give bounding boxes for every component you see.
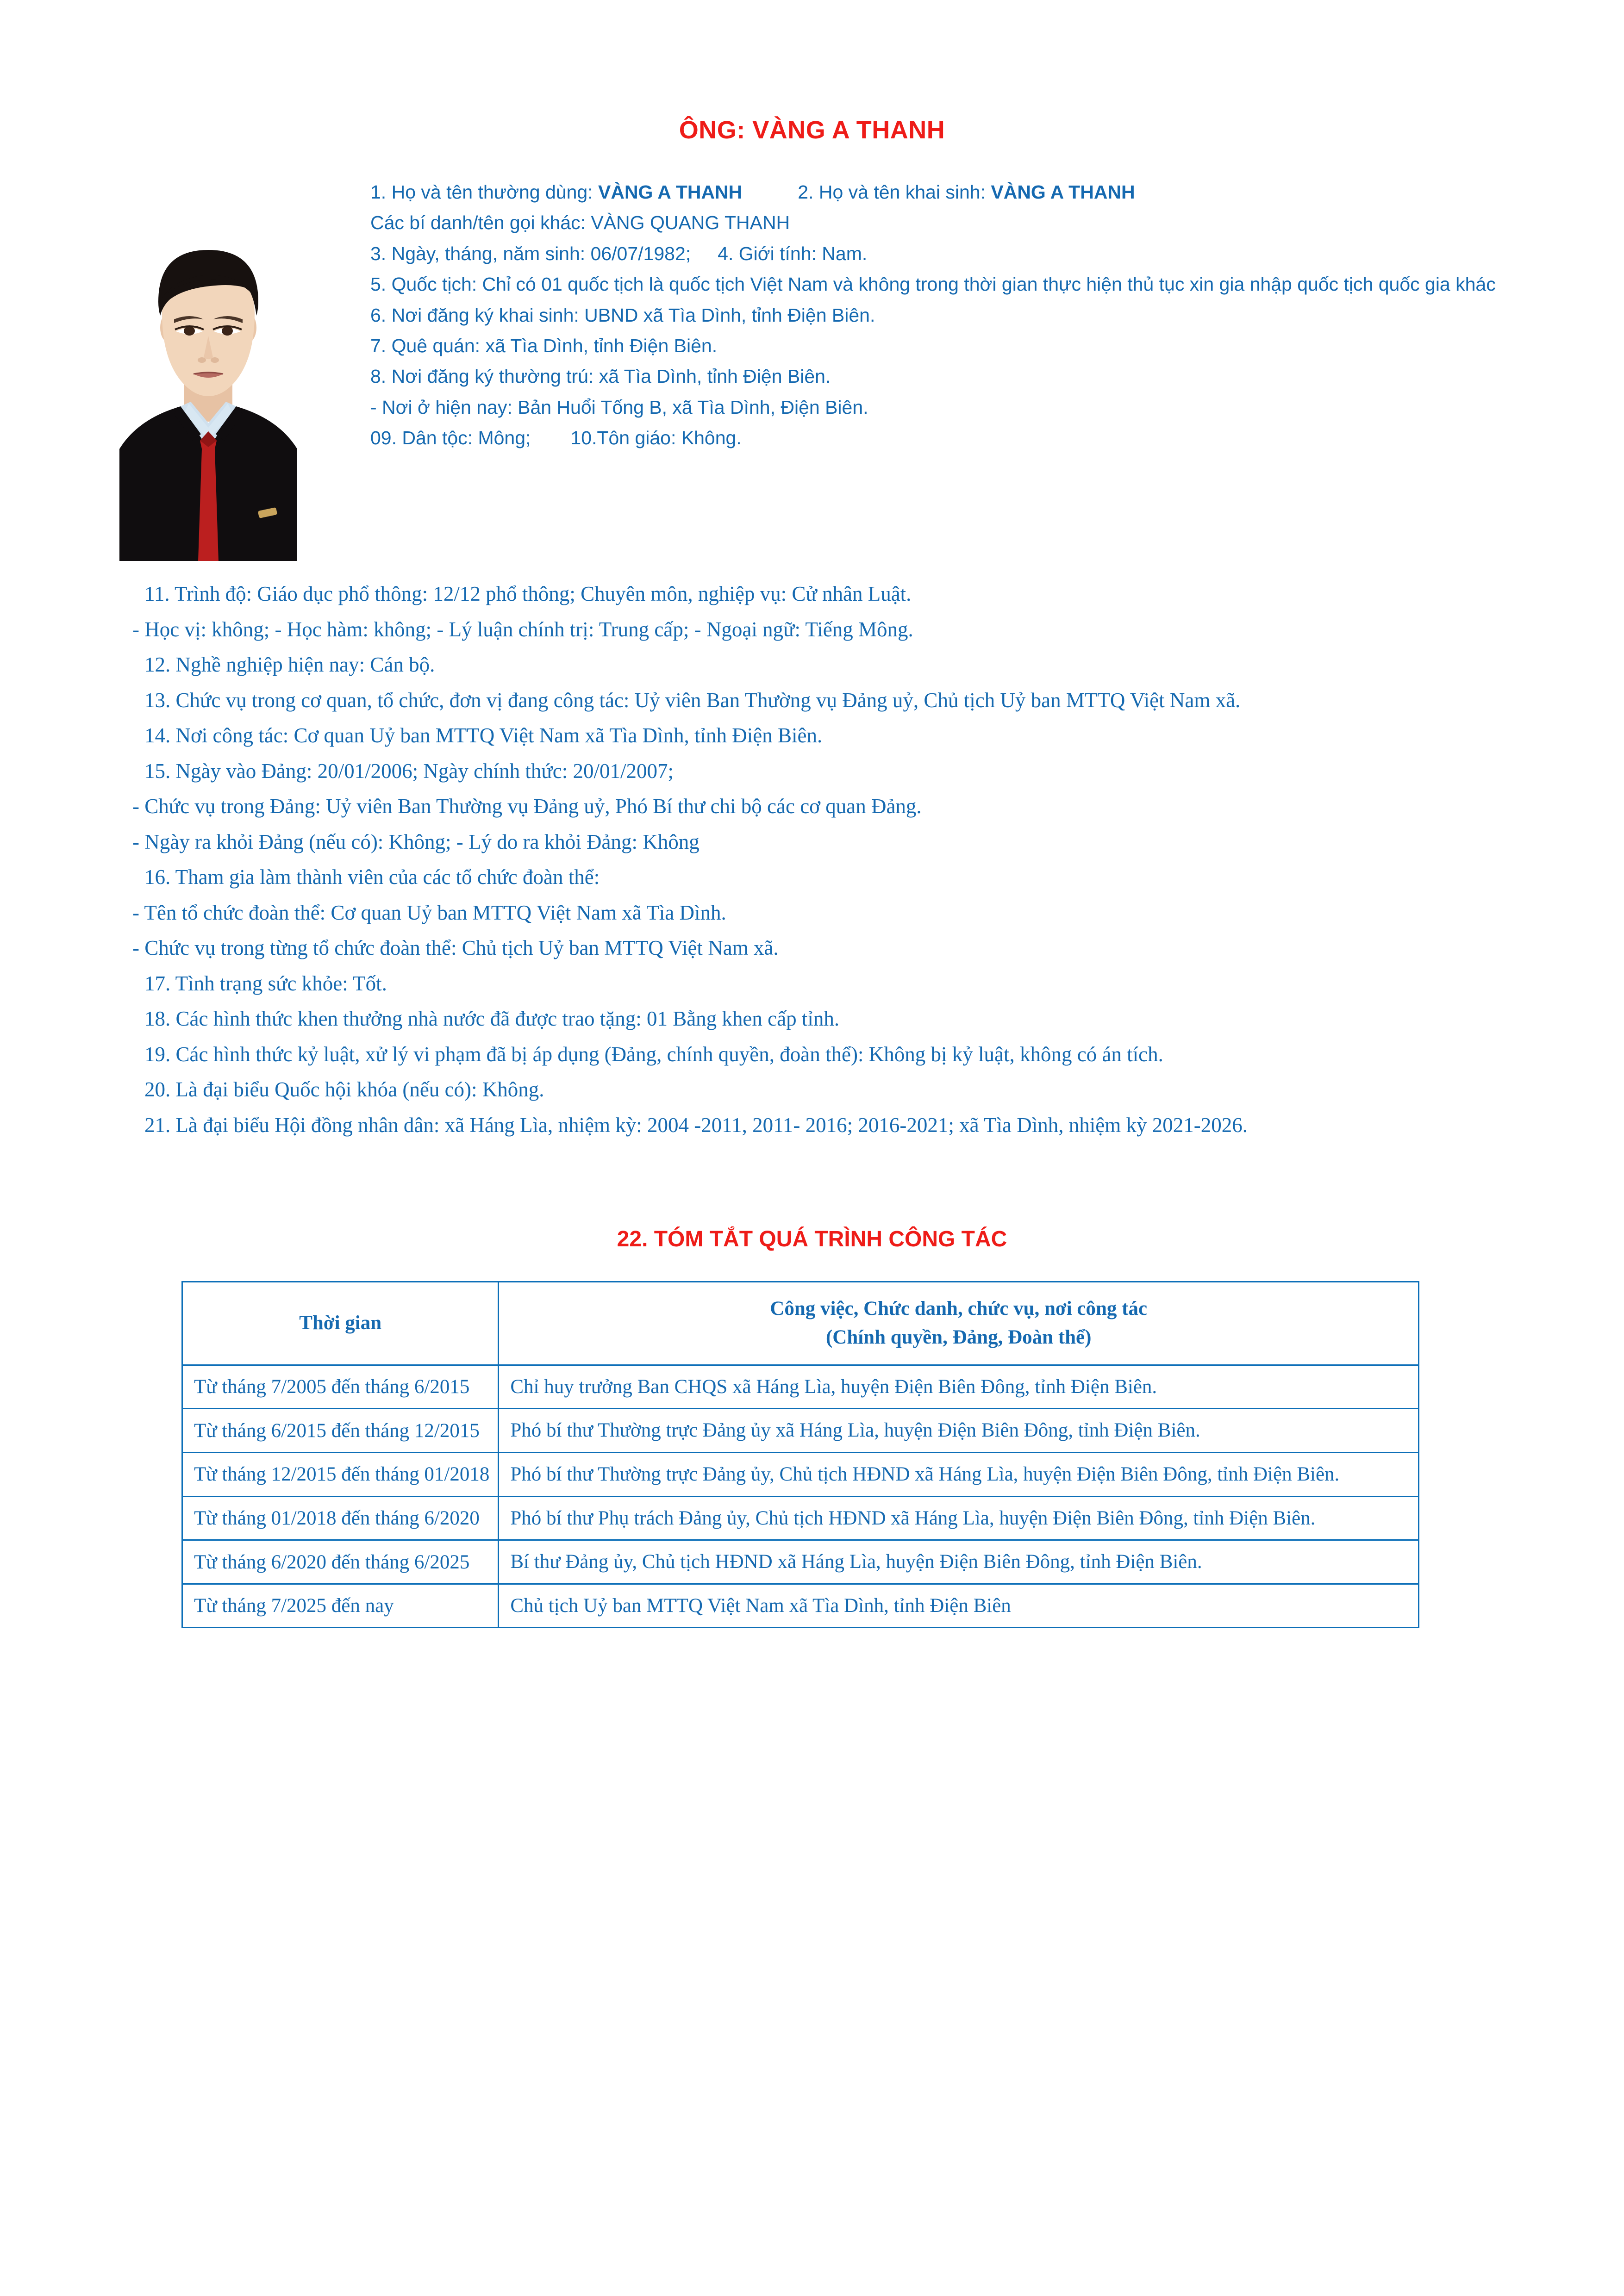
info-line-16-organizations: 16. Tham gia làm thành viên của các tổ chức đoàn thể: <box>144 865 600 889</box>
info-line-19-discipline: 19. Các hình thức kỷ luật, xử lý vi phạm đã bị áp dụng (Đảng, chính quyền, đoàn thể): Không bị kỷ luật, không có án tích. <box>144 1042 1163 1066</box>
career-summary-table <box>181 1281 1419 1628</box>
info-line-6-birth-registration: 6. Nơi đăng ký khai sinh: UBND xã Tìa Dình, tỉnh Điện Biên. <box>370 304 875 326</box>
cell-duty: Phó bí thư Thường trực Đảng ủy, Chủ tịch HĐND xã Háng Lìa, huyện Điện Biên Đông, tỉnh Điện Biên. <box>499 1452 1419 1496</box>
table-head <box>182 1282 1419 1365</box>
cell-duty: Phó bí thư Phụ trách Đảng ủy, Chủ tịch HĐND xã Háng Lìa, huyện Điện Biên Đông, tỉnh Điện Biên. <box>499 1496 1419 1540</box>
name-common-label: 1. Họ và tên thường dùng: <box>370 181 598 203</box>
career-table-container <box>181 1281 1419 1628</box>
portrait-photo <box>119 231 297 561</box>
info-line-14-workplace: 14. Nơi công tác: Cơ quan Uỷ ban MTTQ Việt Nam xã Tìa Dình, tỉnh Điện Biên. <box>144 724 823 747</box>
table-header-row <box>182 1282 1419 1365</box>
info-line-3-4 <box>370 238 1555 269</box>
info-line-5-nationality: 5. Quốc tịch: Chỉ có 01 quốc tịch là quốc tịch Việt Nam và không trong thời gian thực hiện thủ tục xin gia nhập quốc tịch quốc gia khác <box>370 274 1496 295</box>
info-line-15b-party-position: - Chức vụ trong Đảng: Uỷ viên Ban Thường vụ Đảng uỷ, Phó Bí thư chi bộ các cơ quan Đảng. <box>132 795 922 818</box>
table-row <box>182 1409 1419 1453</box>
info-line-20-national-assembly: 20. Là đại biểu Quốc hội khóa (nếu có): Không. <box>144 1078 544 1101</box>
table-row <box>182 1365 1419 1409</box>
info-line-1-2 <box>370 177 1555 207</box>
personal-info-top <box>370 177 1555 454</box>
column-header-duty-line2: (Chính quyền, Đảng, Đoàn thể) <box>825 1326 1092 1349</box>
info-line-18-awards: 18. Các hình thức khen thưởng nhà nước đã được trao tặng: 01 Bằng khen cấp tỉnh. <box>144 1007 840 1030</box>
info-line-11-education: 11. Trình độ: Giáo dục phổ thông: 12/12 phổ thông; Chuyên môn, nghiệp vụ: Cử nhân Luật. <box>144 582 912 605</box>
section-22-heading: 22. TÓM TẮT QUÁ TRÌNH CÔNG TÁC <box>617 1227 1007 1251</box>
cell-duty: Chủ tịch Uỷ ban MTTQ Việt Nam xã Tìa Dình, tỉnh Điện Biên <box>499 1584 1419 1628</box>
info-line-15-party-join-date: 15. Ngày vào Đảng: 20/01/2006; Ngày chính thức: 20/01/2007; <box>144 759 674 783</box>
table-body <box>182 1365 1419 1628</box>
info-line-15c-party-exit: - Ngày ra khỏi Đảng (nếu có): Không; - Lý do ra khỏi Đảng: Không <box>132 830 700 853</box>
table-row <box>182 1452 1419 1496</box>
cell-duty: Chỉ huy trưởng Ban CHQS xã Háng Lìa, huyện Điện Biên Đông, tỉnh Điện Biên. <box>499 1365 1419 1409</box>
ethnicity: 09. Dân tộc: Mông; <box>370 427 531 449</box>
name-birth-value: VÀNG A THANH <box>991 181 1135 203</box>
name-common-value: VÀNG A THANH <box>598 181 743 203</box>
column-header-duty <box>499 1282 1419 1365</box>
cell-period: Từ tháng 6/2015 đến tháng 12/2015 <box>182 1409 499 1453</box>
info-line-aliases: Các bí danh/tên gọi khác: VÀNG QUANG THANH <box>370 212 790 234</box>
info-line-13-position: 13. Chức vụ trong cơ quan, tổ chức, đơn vị đang công tác: Uỷ viên Ban Thường vụ Đảng uỷ, Chủ tịch Uỷ ban MTTQ Việt Nam xã. <box>144 688 1241 712</box>
column-header-period: Thời gian <box>182 1282 499 1365</box>
info-line-12-occupation: 12. Nghề nghiệp hiện nay: Cán bộ. <box>144 653 435 676</box>
table-row <box>182 1540 1419 1584</box>
info-line-8b-current-residence: - Nơi ở hiện nay: Bản Huổi Tống B, xã Tìa Dình, Điện Biên. <box>370 396 868 418</box>
cell-duty: Phó bí thư Thường trực Đảng ủy xã Háng Lìa, huyện Điện Biên Đông, tỉnh Điện Biên. <box>499 1409 1419 1453</box>
cell-period: Từ tháng 7/2025 đến nay <box>182 1584 499 1628</box>
cell-period: Từ tháng 7/2005 đến tháng 6/2015 <box>182 1365 499 1409</box>
info-line-16c-organization-position: - Chức vụ trong từng tổ chức đoàn thể: Chủ tịch Uỷ ban MTTQ Việt Nam xã. <box>132 936 779 959</box>
info-line-17-health: 17. Tình trạng sức khỏe: Tốt. <box>144 971 387 995</box>
table-row <box>182 1496 1419 1540</box>
cell-duty: Bí thư Đảng ủy, Chủ tịch HĐND xã Háng Lìa, huyện Điện Biên Đông, tỉnh Điện Biên. <box>499 1540 1419 1584</box>
info-line-9-10 <box>370 423 1555 453</box>
birth-date: 3. Ngày, tháng, năm sinh: 06/07/1982; <box>370 243 691 264</box>
cell-period: Từ tháng 01/2018 đến tháng 6/2020 <box>182 1496 499 1540</box>
portrait-photo-image <box>119 231 297 561</box>
info-line-16b-organization-name: - Tên tổ chức đoàn thể: Cơ quan Uỷ ban MTTQ Việt Nam xã Tìa Dình. <box>132 901 726 924</box>
page-title: ÔNG: VÀNG A THANH <box>679 116 945 144</box>
column-header-duty-line1: Công việc, Chức danh, chức vụ, nơi công tác <box>770 1298 1148 1319</box>
info-line-8-permanent-residence: 8. Nơi đăng ký thường trú: xã Tìa Dình, tỉnh Điện Biên. <box>370 366 831 387</box>
religion: 10.Tôn giáo: Không. <box>570 427 742 449</box>
personal-info-body <box>106 579 1527 1145</box>
info-line-21-peoples-council: 21. Là đại biểu Hội đồng nhân dân: xã Háng Lìa, nhiệm kỳ: 2004 -2011, 2011- 2016; 2016-2021; xã Tìa Dình, nhiệm kỳ 2021-2026. <box>144 1113 1248 1137</box>
gender: 4. Giới tính: Nam. <box>718 243 868 264</box>
table-row <box>182 1584 1419 1628</box>
name-birth-label: 2. Họ và tên khai sinh: <box>798 181 991 203</box>
cell-period: Từ tháng 12/2015 đến tháng 01/2018 <box>182 1452 499 1496</box>
cell-period: Từ tháng 6/2020 đến tháng 6/2025 <box>182 1540 499 1584</box>
info-line-7-hometown: 7. Quê quán: xã Tìa Dình, tỉnh Điện Biên. <box>370 335 718 357</box>
info-line-11b-degrees: - Học vị: không; - Học hàm: không; - Lý luận chính trị: Trung cấp; - Ngoại ngữ: Tiếng Mông. <box>132 617 913 641</box>
